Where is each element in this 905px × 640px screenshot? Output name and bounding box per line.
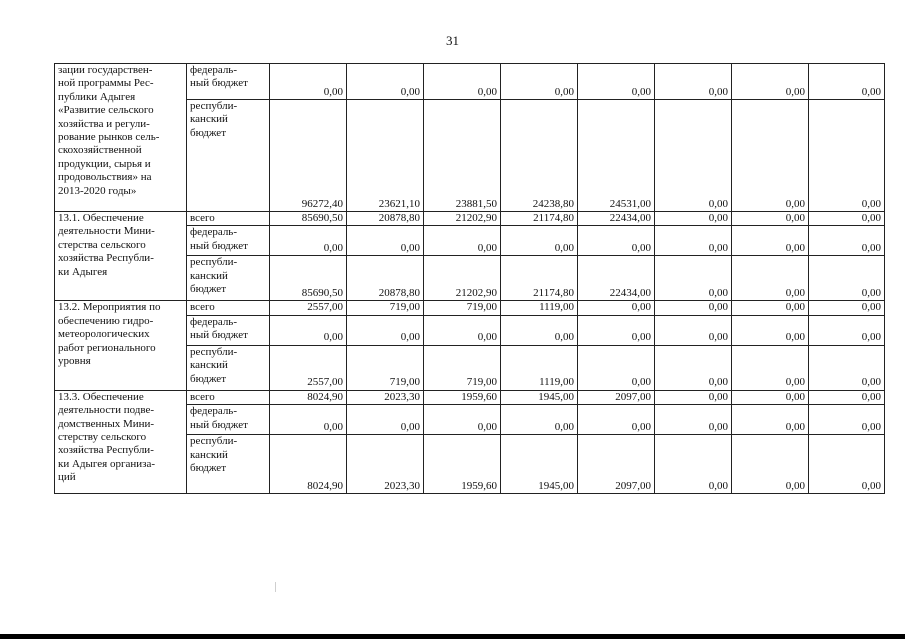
value-cell: 0,00	[809, 315, 885, 345]
value-cell: 0,00	[732, 100, 809, 212]
value-cell: 719,00	[424, 345, 501, 390]
funding-source-cell: федераль- ный бюджет	[187, 405, 270, 435]
measure-name-cell: 13.3. Обеспечение деятельности подве- домственных Мини- стерству сельского хозяйства Республи- ки Адыгея организа- ций	[55, 390, 187, 493]
value-cell: 0,00	[732, 301, 809, 315]
value-cell: 0,00	[655, 100, 732, 212]
value-cell: 0,00	[732, 212, 809, 226]
scan-edge-bar	[0, 634, 905, 639]
value-cell: 0,00	[809, 64, 885, 100]
value-cell: 0,00	[809, 212, 885, 226]
table-row	[55, 64, 885, 100]
value-cell: 2097,00	[578, 390, 655, 404]
value-cell: 21174,80	[501, 212, 578, 226]
value-cell: 1945,00	[501, 435, 578, 494]
value-cell: 0,00	[501, 315, 578, 345]
value-cell: 0,00	[578, 345, 655, 390]
value-cell: 1945,00	[501, 390, 578, 404]
value-cell: 23881,50	[424, 100, 501, 212]
value-cell: 719,00	[424, 301, 501, 315]
value-cell: 0,00	[732, 390, 809, 404]
value-cell: 0,00	[501, 64, 578, 100]
value-cell: 21202,90	[424, 212, 501, 226]
value-cell: 96272,40	[270, 100, 347, 212]
value-cell: 0,00	[655, 301, 732, 315]
value-cell: 0,00	[578, 405, 655, 435]
value-cell: 0,00	[809, 390, 885, 404]
value-cell: 24238,80	[501, 100, 578, 212]
value-cell: 22434,00	[578, 212, 655, 226]
value-cell: 24531,00	[578, 100, 655, 212]
value-cell: 0,00	[578, 226, 655, 256]
value-cell: 0,00	[732, 315, 809, 345]
value-cell: 20878,80	[347, 256, 424, 301]
measure-name-cell: зации государствен- ной программы Рес- публики Адыгея «Развитие сельского хозяйства и регули- рование рынков сель- скохозяйственной продукции, сырья и продовольствия» на 2013-2020 годы»	[55, 64, 187, 212]
value-cell: 0,00	[270, 315, 347, 345]
table-row	[55, 301, 885, 315]
funding-source-cell: всего	[187, 301, 270, 315]
funding-source-cell: республи- канский бюджет	[187, 345, 270, 390]
value-cell: 0,00	[578, 301, 655, 315]
value-cell: 20878,80	[347, 212, 424, 226]
value-cell: 0,00	[655, 405, 732, 435]
value-cell: 0,00	[270, 64, 347, 100]
funding-source-cell: всего	[187, 212, 270, 226]
value-cell: 0,00	[347, 405, 424, 435]
funding-source-cell: всего	[187, 390, 270, 404]
budget-table	[54, 63, 885, 494]
value-cell: 0,00	[732, 345, 809, 390]
funding-source-cell: республи- канский бюджет	[187, 100, 270, 212]
value-cell: 0,00	[655, 435, 732, 494]
value-cell: 0,00	[501, 405, 578, 435]
value-cell: 0,00	[424, 226, 501, 256]
value-cell: 0,00	[578, 64, 655, 100]
value-cell: 0,00	[732, 226, 809, 256]
value-cell: 0,00	[809, 256, 885, 301]
value-cell: 1959,60	[424, 435, 501, 494]
value-cell: 0,00	[424, 64, 501, 100]
value-cell: 0,00	[809, 345, 885, 390]
value-cell: 2557,00	[270, 301, 347, 315]
value-cell: 0,00	[655, 64, 732, 100]
value-cell: 1119,00	[501, 301, 578, 315]
value-cell: 0,00	[809, 301, 885, 315]
value-cell: 0,00	[809, 405, 885, 435]
page-number: 31	[446, 33, 459, 48]
value-cell: 0,00	[270, 405, 347, 435]
value-cell: 0,00	[655, 256, 732, 301]
value-cell: 2097,00	[578, 435, 655, 494]
value-cell: 719,00	[347, 345, 424, 390]
value-cell: 0,00	[809, 226, 885, 256]
value-cell: 1119,00	[501, 345, 578, 390]
value-cell: 0,00	[347, 315, 424, 345]
value-cell: 0,00	[424, 405, 501, 435]
value-cell: 85690,50	[270, 212, 347, 226]
value-cell: 0,00	[578, 315, 655, 345]
value-cell: 0,00	[732, 64, 809, 100]
value-cell: 0,00	[655, 315, 732, 345]
value-cell: 23621,10	[347, 100, 424, 212]
funding-source-cell: республи- канский бюджет	[187, 256, 270, 301]
value-cell: 0,00	[732, 405, 809, 435]
value-cell: 719,00	[347, 301, 424, 315]
funding-source-cell: федераль- ный бюджет	[187, 315, 270, 345]
value-cell: 8024,90	[270, 435, 347, 494]
value-cell: 85690,50	[270, 256, 347, 301]
value-cell: 0,00	[809, 435, 885, 494]
value-cell: 0,00	[732, 435, 809, 494]
value-cell: 0,00	[347, 64, 424, 100]
scan-mark	[275, 582, 276, 592]
value-cell: 0,00	[501, 226, 578, 256]
value-cell: 0,00	[655, 212, 732, 226]
funding-source-cell: федераль- ный бюджет	[187, 226, 270, 256]
value-cell: 0,00	[655, 390, 732, 404]
value-cell: 21174,80	[501, 256, 578, 301]
value-cell: 0,00	[732, 256, 809, 301]
value-cell: 0,00	[655, 345, 732, 390]
table-row	[55, 390, 885, 404]
measure-name-cell: 13.1. Обеспечение деятельности Мини- стерства сельского хозяйства Республи- ки Адыгея	[55, 212, 187, 301]
table-row	[55, 212, 885, 226]
funding-source-cell: федераль- ный бюджет	[187, 64, 270, 100]
value-cell: 0,00	[347, 226, 424, 256]
value-cell: 0,00	[809, 100, 885, 212]
value-cell: 2023,30	[347, 435, 424, 494]
value-cell: 21202,90	[424, 256, 501, 301]
measure-name-cell: 13.2. Мероприятия по обеспечению гидро- метеорологических работ регионального уровня	[55, 301, 187, 390]
value-cell: 1959,60	[424, 390, 501, 404]
value-cell: 0,00	[270, 226, 347, 256]
funding-source-cell: республи- канский бюджет	[187, 435, 270, 494]
value-cell: 8024,90	[270, 390, 347, 404]
value-cell: 2557,00	[270, 345, 347, 390]
value-cell: 0,00	[655, 226, 732, 256]
value-cell: 2023,30	[347, 390, 424, 404]
value-cell: 0,00	[424, 315, 501, 345]
value-cell: 22434,00	[578, 256, 655, 301]
